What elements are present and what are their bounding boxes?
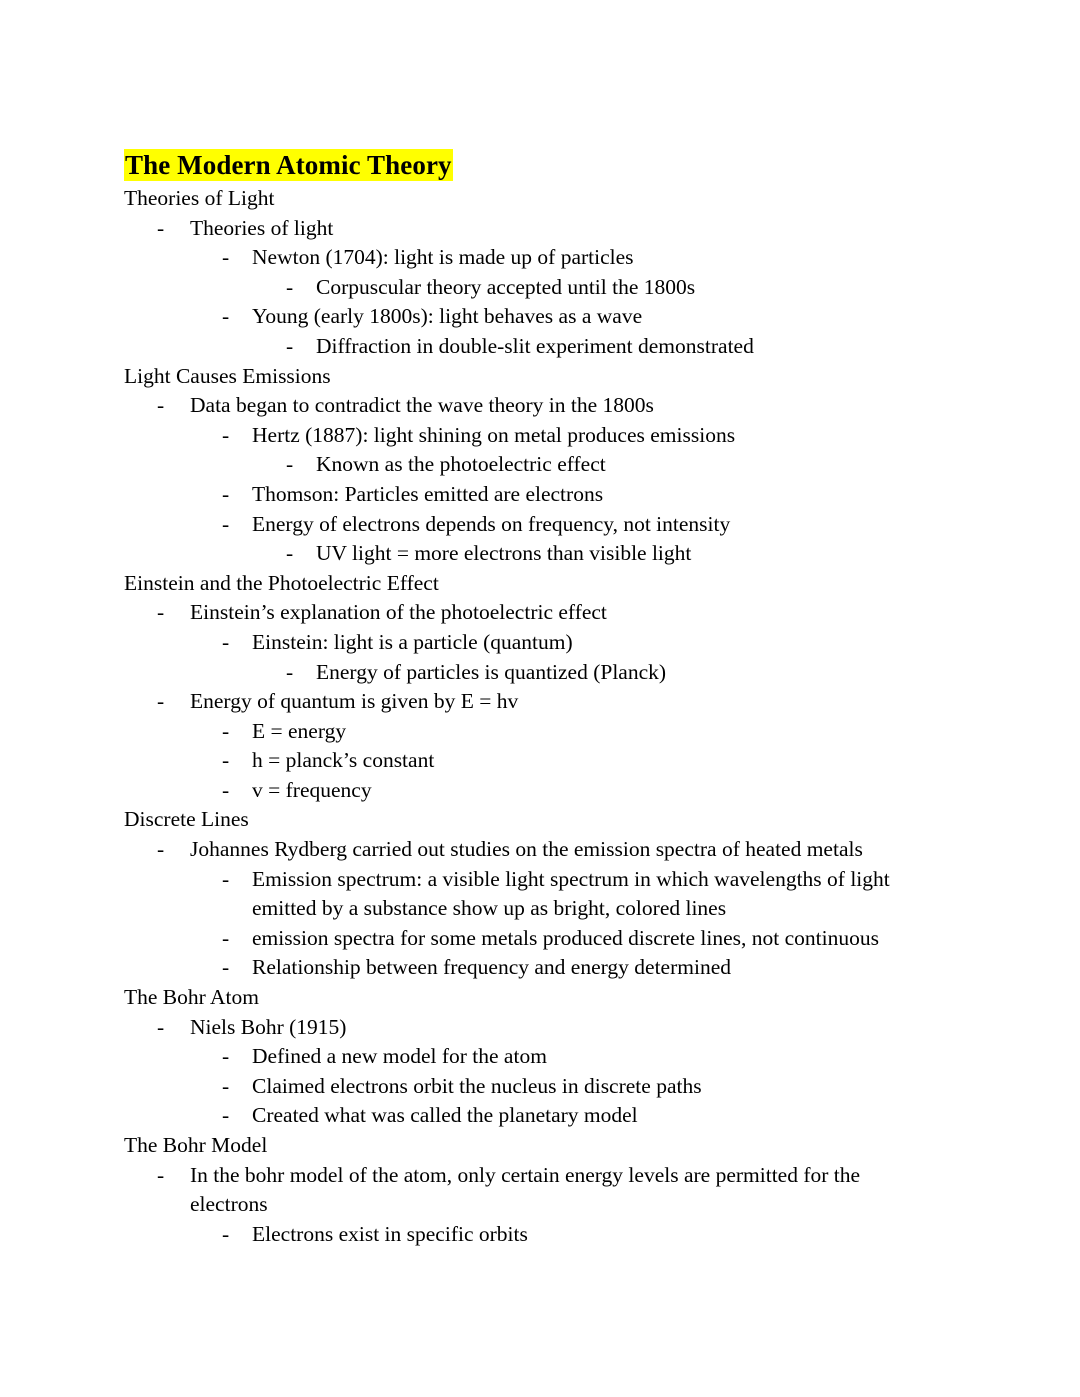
- bullet-text: Diffraction in double-slit experiment demonstrated: [316, 333, 754, 358]
- bullet-marker-icon: -: [222, 1221, 230, 1246]
- bullet-marker-icon: -: [222, 925, 230, 950]
- bullet-marker-icon: -: [157, 600, 165, 625]
- bullet-marker-icon: -: [222, 955, 230, 980]
- bullet-item: [124, 1042, 910, 1072]
- bullet-marker-icon: -: [222, 1044, 230, 1069]
- bullet-list: [124, 1161, 910, 1250]
- bullet-text: v = frequency: [252, 777, 372, 802]
- bullet-item: [124, 332, 910, 362]
- bullet-marker-icon: -: [222, 629, 230, 654]
- bullet-item: [124, 1101, 910, 1131]
- bullet-item: [124, 480, 910, 510]
- bullet-text: h = planck’s constant: [252, 748, 435, 773]
- bullet-list: [124, 214, 910, 362]
- bullet-text: Corpuscular theory accepted until the 1800s: [316, 274, 696, 299]
- bullet-text: Newton (1704): light is made up of particles: [252, 245, 634, 270]
- bullet-item: [124, 302, 910, 332]
- bullet-text: Energy of particles is quantized (Planck): [316, 659, 667, 684]
- bullet-text: Niels Bohr (1915): [190, 1014, 347, 1039]
- bullet-marker-icon: -: [222, 304, 230, 329]
- page-title: [124, 148, 910, 182]
- bullet-marker-icon: -: [222, 748, 230, 773]
- bullet-text: Young (early 1800s): light behaves as a wave: [252, 304, 643, 329]
- bullet-text: Electrons exist in specific orbits: [252, 1221, 528, 1246]
- bullet-text: emission spectra for some metals produced discrete lines, not continuous: [252, 925, 879, 950]
- bullet-marker-icon: -: [222, 511, 230, 536]
- section-heading: The Bohr Model: [124, 1133, 268, 1157]
- bullet-text: In the bohr model of the atom, only certain energy levels are permitted for the electrons: [190, 1162, 861, 1217]
- bullet-item: [124, 598, 910, 628]
- bullet-marker-icon: -: [222, 481, 230, 506]
- bullet-marker-icon: -: [157, 1162, 165, 1187]
- bullet-item: [124, 214, 910, 244]
- bullet-text: Energy of quantum is given by E = hv: [190, 689, 519, 714]
- section-heading: Light Causes Emissions: [124, 363, 331, 388]
- bullet-marker-icon: -: [222, 718, 230, 743]
- bullet-marker-icon: -: [222, 777, 230, 802]
- bullet-item: [124, 924, 910, 954]
- bullet-text: Johannes Rydberg carried out studies on the emission spectra of heated metals: [190, 837, 863, 862]
- bullet-marker-icon: -: [222, 1073, 230, 1098]
- bullet-list: [124, 1013, 910, 1131]
- bullet-list: [124, 391, 910, 569]
- bullet-marker-icon: -: [222, 866, 230, 891]
- bullet-item: [124, 450, 910, 480]
- bullet-text: Einstein’s explanation of the photoelectric effect: [190, 600, 607, 625]
- bullet-item: [124, 687, 910, 717]
- bullet-text: Emission spectrum: a visible light spectrum in which wavelengths of light emitted by a substance show up as bright, colored lines: [252, 866, 890, 921]
- section-heading: Theories of Light: [124, 186, 275, 210]
- bullet-marker-icon: -: [157, 393, 165, 418]
- bullet-item: [124, 1072, 910, 1102]
- bullet-item: [124, 421, 910, 451]
- bullet-marker-icon: -: [286, 659, 294, 684]
- section-heading: The Bohr Atom: [124, 985, 259, 1010]
- bullet-text: Relationship between frequency and energy determined: [252, 955, 731, 980]
- bullet-marker-icon: -: [157, 689, 165, 714]
- bullet-item: [124, 628, 910, 658]
- bullet-item: [124, 953, 910, 983]
- bullet-text: E = energy: [252, 718, 347, 743]
- bullet-text: Defined a new model for the atom: [252, 1044, 547, 1069]
- bullet-text: Thomson: Particles emitted are electrons: [252, 481, 604, 506]
- bullet-text: Created what was called the planetary model: [252, 1103, 638, 1128]
- bullet-list: [124, 598, 910, 805]
- bullet-marker-icon: -: [286, 274, 294, 299]
- bullet-list: [124, 835, 910, 983]
- section-heading: Discrete Lines: [124, 807, 249, 832]
- bullet-item: [124, 539, 910, 569]
- bullet-text: UV light = more electrons than visible light: [316, 541, 692, 566]
- bullet-item: [124, 658, 910, 688]
- bullet-marker-icon: -: [286, 452, 294, 477]
- bullet-text: Einstein: light is a particle (quantum): [252, 629, 573, 654]
- bullet-item: [124, 1220, 910, 1250]
- bullet-marker-icon: -: [286, 541, 294, 566]
- bullet-marker-icon: -: [157, 837, 165, 862]
- bullet-item: [124, 746, 910, 776]
- bullet-item: [124, 776, 910, 806]
- document-outline: [124, 184, 910, 1249]
- bullet-text: Theories of light: [190, 215, 334, 240]
- bullet-text: Known as the photoelectric effect: [316, 452, 606, 477]
- bullet-item: [124, 391, 910, 421]
- bullet-item: [124, 835, 910, 865]
- bullet-marker-icon: -: [157, 215, 165, 240]
- bullet-marker-icon: -: [222, 1103, 230, 1128]
- bullet-item: [124, 243, 910, 273]
- bullet-marker-icon: -: [157, 1014, 165, 1039]
- bullet-marker-icon: -: [286, 333, 294, 358]
- section-heading: Einstein and the Photoelectric Effect: [124, 570, 439, 595]
- bullet-marker-icon: -: [222, 245, 230, 270]
- bullet-text: Claimed electrons orbit the nucleus in discrete paths: [252, 1073, 702, 1098]
- page-title-highlight: The Modern Atomic Theory: [125, 150, 452, 180]
- bullet-item: [124, 1161, 910, 1220]
- bullet-item: [124, 273, 910, 303]
- bullet-marker-icon: -: [222, 422, 230, 447]
- bullet-item: [124, 510, 910, 540]
- bullet-item: [124, 1013, 910, 1043]
- bullet-item: [124, 865, 910, 924]
- bullet-text: Data began to contradict the wave theory in the 1800s: [190, 393, 654, 418]
- bullet-text: Hertz (1887): light shining on metal produces emissions: [252, 422, 736, 447]
- bullet-text: Energy of electrons depends on frequency, not intensity: [252, 511, 731, 536]
- bullet-item: [124, 717, 910, 747]
